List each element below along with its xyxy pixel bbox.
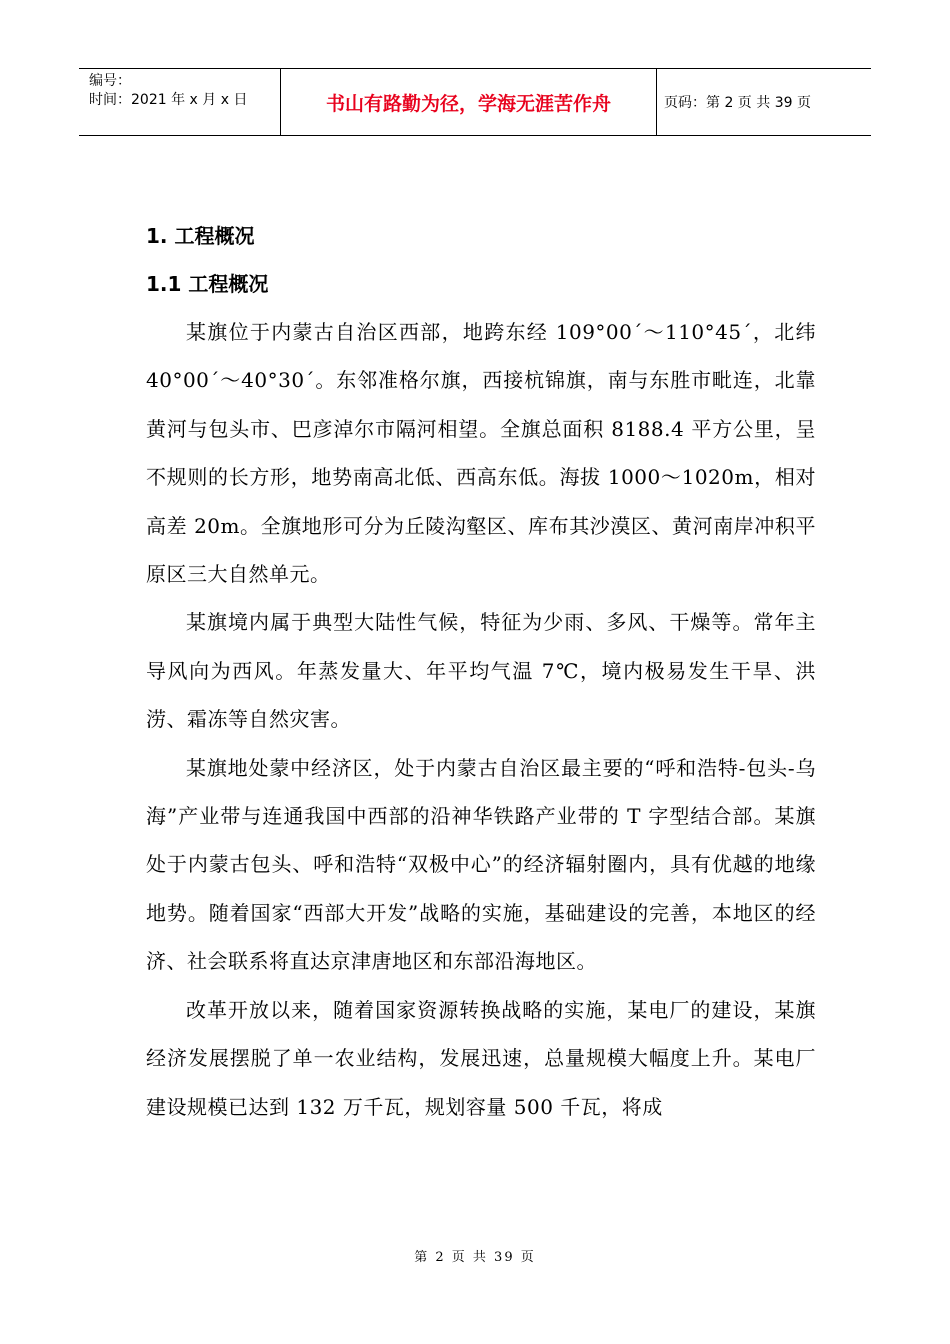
header-meta-cell	[79, 69, 281, 135]
header-page-info: 页码：第 2 页 共 39 页	[664, 95, 811, 111]
section-heading: 1. 工程概况	[146, 224, 255, 248]
paragraph-location: 某旗位于内蒙古自治区西部，地跨东经 109°00´～110°45´，北纬 40°00´～40°30´。东邻准格尔旗，西接杭锦旗，南与东胜市毗连，北靠黄河与包头市、巴彦淖尔市隔河相望。全旗总面积 8188.4 平方公里，呈不规则的长方形，地势南高北低、西高东低。海拔 1000～1020m，相对高差 20m。全旗地形可分为丘陵沟壑区、库布其沙漠区、黄河南岸冲积平原区三大自然单元。	[146, 320, 816, 587]
paragraph-climate: 某旗境内属于典型大陆性气候，特征为少雨、多风、干燥等。常年主导风向为西风。年蒸发量大、年平均气温 7℃，境内极易发生干旱、洪涝、霜冻等自然灾害。	[146, 610, 816, 732]
header-motto: 书山有路勤为径，学海无涯苦作舟	[281, 69, 657, 135]
subsection-heading: 1.1 工程概况	[146, 272, 269, 296]
page-header	[79, 68, 871, 136]
document-body	[146, 212, 816, 1131]
number-label: 编号：	[89, 73, 131, 89]
page-footer: 第 2 页 共 39 页	[414, 1250, 536, 1265]
date-line: 时间：2021 年 x 月 x 日	[89, 92, 248, 108]
paragraph-development: 改革开放以来，随着国家资源转换战略的实施，某电厂的建设，某旗经济发展摆脱了单一农业结构，发展迅速，总量规模大幅度上升。某电厂建设规模已达到 132 万千瓦，规划容量 500 千瓦，将成	[146, 997, 816, 1119]
paragraph-economy-zone: 某旗地处蒙中经济区，处于内蒙古自治区最主要的“呼和浩特-包头-乌海”产业带与连通我国中西部的沿神华铁路产业带的 T 字型结合部。某旗处于内蒙古包头、呼和浩特“双极中心”的经济辐射圈内，具有优越的地缘地势。随着国家“西部大开发”战略的实施，基础建设的完善，本地区的经济、社会联系将直达京津唐地区和东部沿海地区。	[146, 755, 816, 974]
